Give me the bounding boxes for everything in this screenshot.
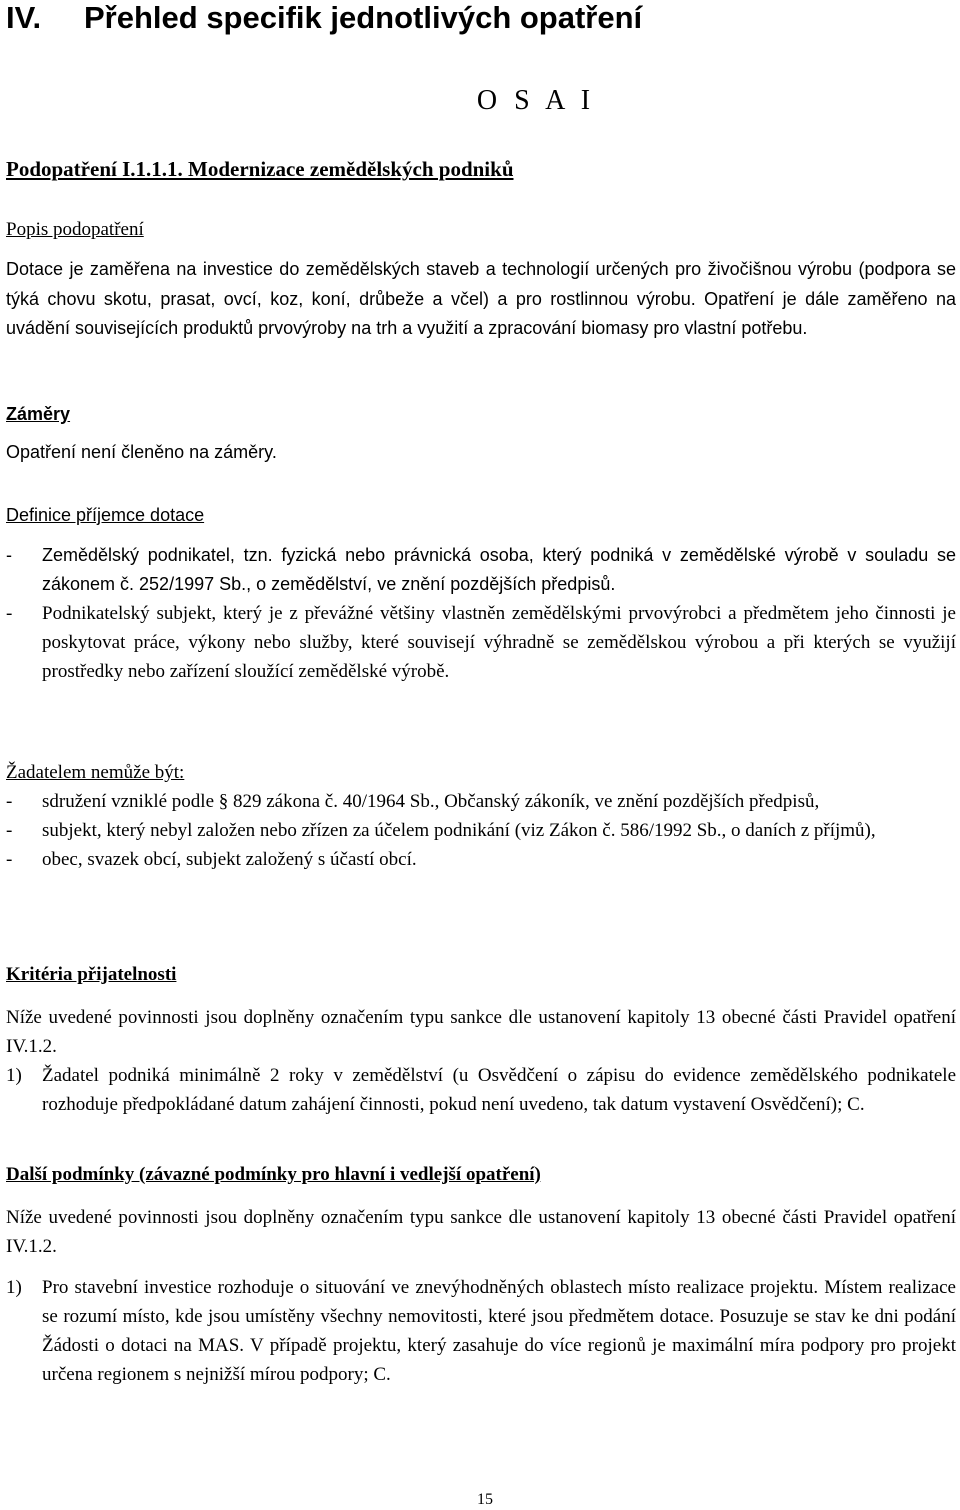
description-heading: Popis podopatření xyxy=(6,219,144,240)
conditions-section xyxy=(6,1160,956,1389)
beneficiary-item-1: Zemědělský podnikatel, tzn. fyzická nebo právnická osoba, který podniká v zemědělské výrobě v souladu se zákonem č. 252/1997 Sb., o zemědělství, ve znění pozdějších předpisů. xyxy=(42,545,956,594)
beneficiary-heading: Definice příjemce dotace xyxy=(6,505,205,525)
criteria-item-text: Žadatel podniká minimálně 2 roky v zemědělství (u Osvědčení o zápisu do evidence zemědělského podnikatele rozhoduje předpokládané datum zahájení činnosti, pokud není uvedeno, tak datum vystavení Osvědčení); C. xyxy=(42,1065,956,1115)
beneficiary-list xyxy=(6,541,956,686)
criteria-item-number: 1) xyxy=(6,1065,22,1086)
chapter-title: Přehled specifik jednotlivých opatření xyxy=(84,0,643,35)
description-section xyxy=(6,215,956,344)
intentions-heading: Záměry xyxy=(6,404,71,424)
conditions-item-text: Pro stavební investice rozhoduje o situování ve znevýhodněných oblastech místo realizace projektu. Místem realizace se rozumí místo, kde jsou umístěny všechny nemovitosti, které jsou předmětem dotace. Posuzuje se stav ke dni podání Žádosti o dotaci na MAS. V případě projektu, který zasahuje do více regionů je maximální míra podpory pro projekt určena regionem s nejnižší mírou podpory; C. xyxy=(42,1277,956,1385)
measure-heading: Podopatření I.1.1.1. Modernizace zemědělských podniků xyxy=(6,157,514,181)
list-item xyxy=(6,845,956,874)
beneficiary-section xyxy=(6,501,956,686)
description-text: Dotace je zaměřena na investice do zemědělských staveb a technologií určených pro živočišnou výrobu (podpora se týká chovu skotu, prasat, ovcí, koz, koní, drůbeže a včel) a pro rostlinnou výrobu. Opatření je dále zaměřeno na uvádění souvisejících produktů prvovýroby na trh a využití a zpracování biomasy pro vlastní potřebu. xyxy=(6,259,956,338)
page-number: 15 xyxy=(477,1491,493,1508)
conditions-intro: Níže uvedené povinnosti jsou doplněny označením typu sankce dle ustanovení kapitoly 13 obecné části Pravidel opatření IV.1.2. xyxy=(6,1207,956,1257)
ineligible-item-3: obec, svazek obcí, subjekt založený s účastí obcí. xyxy=(42,849,417,870)
list-item xyxy=(6,816,956,845)
conditions-heading: Další podmínky (závazné podmínky pro hlavní i vedlejší opatření) xyxy=(6,1164,541,1185)
ineligible-heading: Žadatelem nemůže být: xyxy=(6,762,185,783)
list-item xyxy=(6,599,956,686)
axis-label: O S A I xyxy=(476,85,596,116)
list-item xyxy=(6,1061,956,1119)
criteria-intro: Níže uvedené povinnosti jsou doplněny označením typu sankce dle ustanovení kapitoly 13 obecné části Pravidel opatření IV.1.2. xyxy=(6,1007,956,1057)
ineligible-section xyxy=(6,758,956,874)
ineligible-list xyxy=(6,787,956,874)
conditions-item-number: 1) xyxy=(6,1277,22,1298)
intentions-text: Opatření není členěno na záměry. xyxy=(6,442,277,462)
beneficiary-item-2: Podnikatelský subjekt, který je z převážné většiny vlastněn zemědělskými prvovýrobci a předmětem jeho činnosti je poskytovat práce, výkony nebo služby, které souvisejí výhradně se zemědělskou výrobou a při kterých se využijí prostředky nebo zařízení sloužící zemědělské výrobě. xyxy=(42,603,956,682)
list-item xyxy=(6,541,956,599)
list-item xyxy=(6,1273,956,1389)
intentions-section xyxy=(6,400,956,467)
chapter-heading xyxy=(6,0,642,36)
list-item xyxy=(6,787,956,816)
chapter-number: IV. xyxy=(6,0,42,35)
ineligible-item-1: sdružení vzniklé podle § 829 zákona č. 40/1964 Sb., Občanský zákoník, ve znění pozdějších předpisů, xyxy=(42,791,820,812)
criteria-heading: Kritéria přijatelnosti xyxy=(6,964,177,985)
conditions-list xyxy=(6,1273,956,1389)
criteria-list xyxy=(6,1061,956,1119)
ineligible-item-2: subjekt, který nebyl založen nebo zřízen za účelem podnikání (viz Zákon č. 586/1992 Sb., o daních z příjmů), xyxy=(42,820,876,841)
criteria-section xyxy=(6,960,956,1119)
